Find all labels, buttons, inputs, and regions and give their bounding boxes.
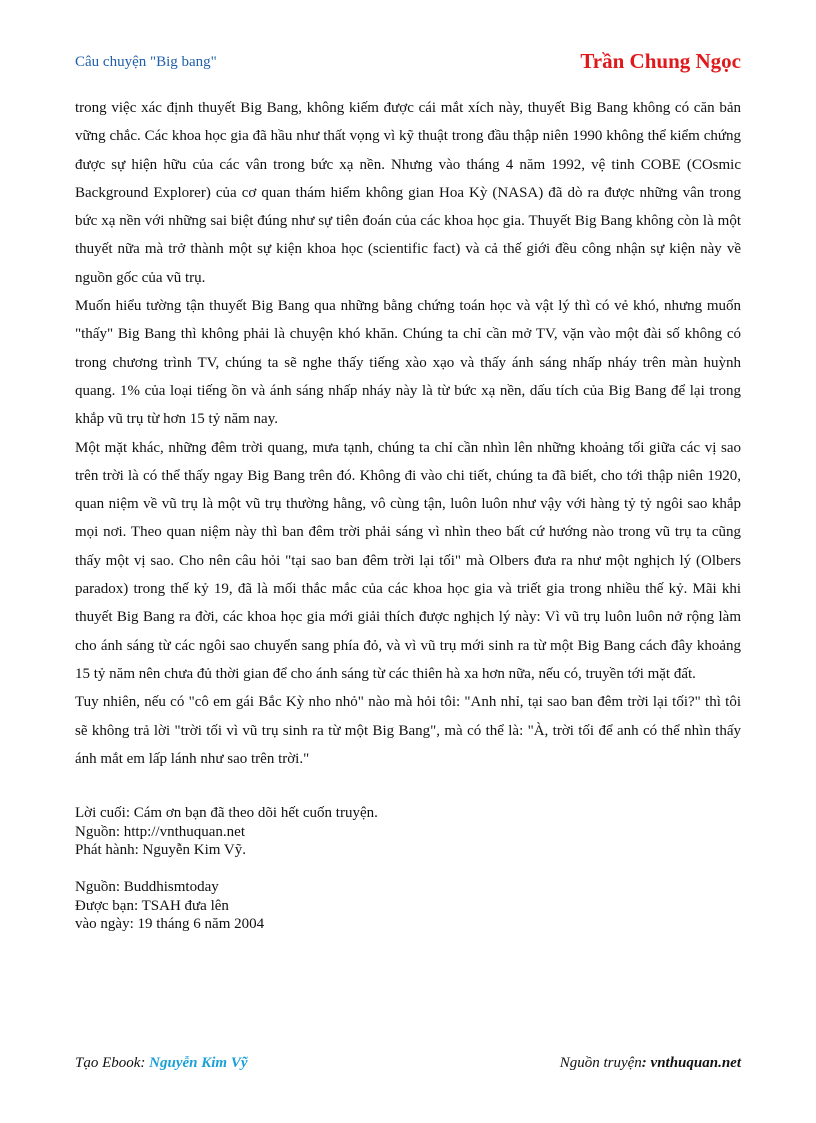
page-header [75, 46, 741, 76]
closing-group-2 [75, 878, 575, 934]
book-title: Câu chuyện "Big bang" [75, 54, 217, 70]
page-footer [75, 1055, 741, 1075]
source-line: Nguồn: Buddhismtoday [75, 879, 219, 895]
paragraph: Một mặt khác, những đêm trời quang, mưa tạnh, chúng ta chỉ cần nhìn lên những khoảng tối giữa các vị sao trên trời là có thể thấy ngay Big Bang trên đó. Không đi vào chi tiết, chúng ta đã biết, cho tới thập niên 1920, quan niệm về vũ trụ là một vũ trụ thường hằng, vô cùng tận, luôn luôn như vậy với hàng tỷ tỷ ngôi sao khắp mọi nơi. Theo quan niệm này thì ban đêm trời phải sáng vì nhìn theo bất cứ hướng nào trong vũ trụ ta cũng thấy một vị sao. Cho nên câu hỏi "tại sao ban đêm trời lại tối" mà Olbers đưa ra như một nghịch lý (Olbers paradox) trong thế kỷ 19, đã là mối thắc mắc của các khoa học gia và triết gia trong nhiều thế kỷ. Mãi khi thuyết Big Bang ra đời, các khoa học gia mới giải thích được nghịch lý này: Vì vũ trụ luôn luôn nở rộng làm cho ánh sáng từ các ngôi sao chuyển sang phía đỏ, và vì vũ trụ mới sinh ra từ một Big Bang cách đây khoảng 15 tỷ năm nên chưa đủ thời gian để cho ánh sáng từ các thiên hà xa hơn nữa, nếu có, truyền tới mặt đất. [75, 439, 741, 682]
source-line: Nguồn: http://vnthuquan.net [75, 823, 245, 840]
ebook-label: Tạo Ebook [75, 1055, 141, 1071]
source-label: Nguồn truyện [559, 1055, 642, 1071]
paragraph: trong việc xác định thuyết Big Bang, không kiếm được cái mắt xích này, thuyết Big Bang không có căn bản vững chắc. Các khoa học gia đã hầu như thất vọng vì kỹ thuật trong đầu thập niên 1990 không thể kiểm chứng được sự hiện hữu của các vân trong bức xạ nền. Nhưng vào tháng 4 năm 1992, vệ tinh COBE (COsmic Background Explorer) của cơ quan thám hiểm không gian Hoa Kỳ (NASA) đã dò ra được những vân trong bức xạ nền với những sai biệt đúng như sự tiên đoán của các khoa học gia. Thuyết Big Bang không còn là một thuyết nữa mà trở thành một sự kiện khoa học (scientific fact) và cả thế giới đều công nhận sự kiện này về nguồn gốc của vũ trụ. [75, 100, 741, 286]
uploader-line: Được bạn: TSAH đưa lên [75, 897, 229, 914]
paragraph: Muốn hiểu tường tận thuyết Big Bang qua những bằng chứng toán học và vật lý thì có vẻ khó, nhưng muốn "thấy" Big Bang thì không phải là chuyện khó khăn. Chúng ta chỉ cần mở TV, vặn vào một đài số không có trong chương trình TV, chúng ta sẽ nghe thấy tiếng xào xạo và thấy ánh sáng nhấp nháy trên màn huỳnh quang. 1% của loại tiếng ồn và ánh sáng nhấp nháy này là từ bức xạ nền, dấu tích của Big Bang để lại trong khắp vũ trụ từ hơn 15 tỷ năm nay. [75, 298, 741, 428]
ebook-credit: Tạo Ebook: Nguyễn Kim Vỹ [75, 1055, 248, 1071]
story-source: Nguồn truyện: vnthuquan.net [559, 1055, 741, 1071]
paragraph: Tuy nhiên, nếu có "cô em gái Bắc Kỳ nho nhỏ" nào mà hỏi tôi: "Anh nhỉ, tại sao ban đêm trời lại tối?" thì tôi sẽ không trả lời "trời tối vì vũ trụ sinh ra từ một Big Bang", mà có thể là: "À, trời tối để anh có thể nhìn thấy ánh mắt em lấp lánh như sao trên trời." [75, 694, 741, 767]
closing-notes [75, 804, 575, 952]
source-name: vnthuquan.net [650, 1055, 741, 1071]
closing-group-1 [75, 804, 575, 860]
publisher-line: Phát hành: Nguyễn Kim Vỹ. [75, 842, 246, 858]
last-words: Lời cuối: Cám ơn bạn đã theo dõi hết cuốn truyện. [75, 805, 378, 821]
ebook-creator-name: Nguyễn Kim Vỹ [149, 1055, 248, 1071]
date-line: vào ngày: 19 tháng 6 năm 2004 [75, 916, 265, 932]
author-name: Trần Chung Ngọc [580, 49, 741, 73]
body-text [75, 94, 741, 773]
